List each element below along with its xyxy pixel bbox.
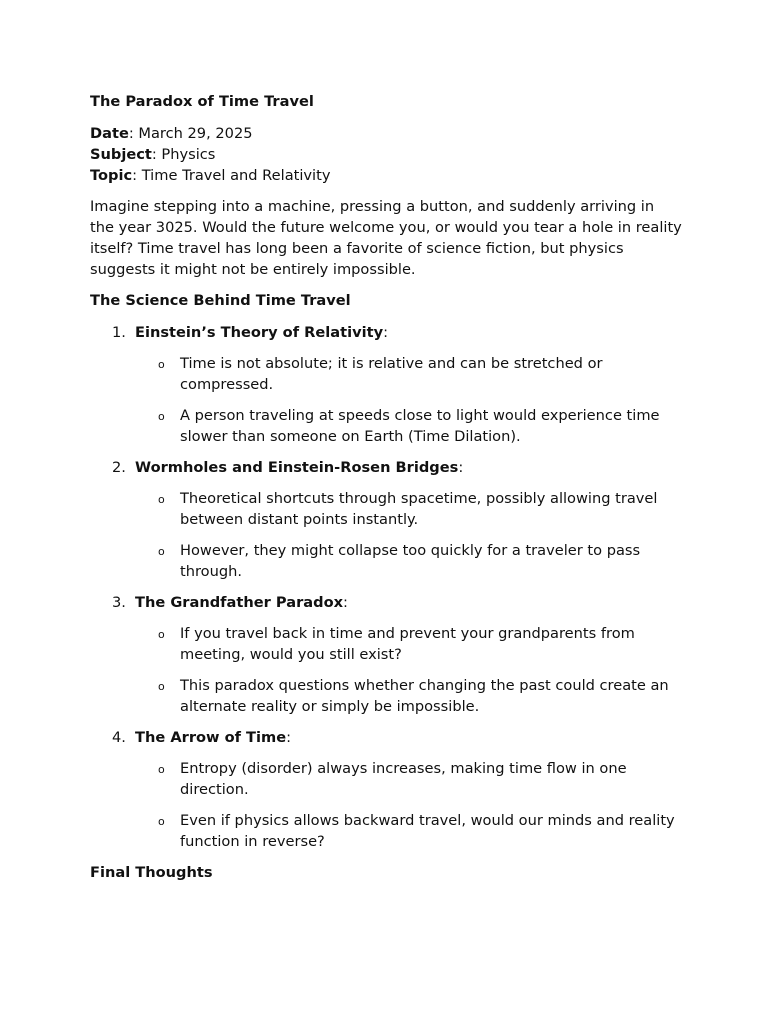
document-page bbox=[90, 91, 690, 883]
sub-list-item bbox=[90, 675, 690, 717]
sub-list-item-text: Time is not absolute; it is relative and can be stretched or compressed. bbox=[180, 355, 603, 393]
list-item-number: 4. bbox=[112, 729, 126, 746]
list-item-title: Einstein’s Theory of Relativity bbox=[135, 324, 384, 341]
list-item-title: The Arrow of Time bbox=[135, 729, 287, 746]
circle-bullet-icon: o bbox=[158, 358, 165, 371]
list-item bbox=[90, 592, 690, 717]
sub-list-item-text: Theoretical shortcuts through spacetime, possibly allowing travel between distant points instantly. bbox=[180, 490, 658, 528]
list-item-colon: : bbox=[458, 459, 464, 476]
sub-list-item bbox=[90, 353, 690, 395]
list-item-title: Wormholes and Einstein-Rosen Bridges bbox=[135, 459, 459, 476]
meta-date-value: : March 29, 2025 bbox=[128, 125, 253, 142]
list-item-number: 3. bbox=[112, 594, 126, 611]
meta-subject bbox=[90, 144, 690, 165]
final-thoughts-heading: Final Thoughts bbox=[90, 864, 213, 881]
sub-list-item-text: If you travel back in time and prevent your grandparents from meeting, would you still exist? bbox=[180, 625, 635, 663]
list-item-heading bbox=[90, 457, 690, 478]
circle-bullet-icon: o bbox=[158, 493, 165, 506]
meta-subject-label: Subject bbox=[90, 146, 152, 163]
document-title: The Paradox of Time Travel bbox=[90, 93, 314, 110]
list-item bbox=[90, 727, 690, 852]
sub-list-item bbox=[90, 405, 690, 447]
list-item-number: 1. bbox=[112, 324, 126, 341]
sub-list-item-text: A person traveling at speeds close to light would experience time slower than someone on Earth (Time Dilation). bbox=[180, 407, 660, 445]
list-item-heading bbox=[90, 322, 690, 343]
list-item-colon: : bbox=[343, 594, 348, 611]
metadata-block bbox=[90, 123, 690, 186]
section-heading: The Science Behind Time Travel bbox=[90, 292, 351, 309]
sub-list-item bbox=[90, 623, 690, 665]
meta-date bbox=[90, 123, 690, 144]
sub-list-item-text: However, they might collapse too quickly for a traveler to pass through. bbox=[180, 542, 641, 580]
list-item bbox=[90, 322, 690, 447]
circle-bullet-icon: o bbox=[158, 763, 165, 776]
sub-list-item bbox=[90, 488, 690, 530]
sub-list bbox=[90, 623, 690, 717]
sub-list bbox=[90, 488, 690, 582]
intro-paragraph: Imagine stepping into a machine, pressing a button, and suddenly arriving in the year 3025. Would the future welcome you, or would you tear a hole in reality itself? Time travel has long been a favorite of science fiction, but physics suggests it might not be entirely impossible. bbox=[90, 198, 682, 278]
meta-topic bbox=[90, 165, 690, 186]
sub-list-item-text: Even if physics allows backward travel, would our minds and reality function in reverse? bbox=[180, 812, 675, 850]
sub-list-item-text: Entropy (disorder) always increases, making time flow in one direction. bbox=[180, 760, 627, 798]
circle-bullet-icon: o bbox=[158, 410, 165, 423]
list-item bbox=[90, 457, 690, 582]
numbered-list bbox=[90, 322, 690, 852]
list-item-title: The Grandfather Paradox bbox=[135, 594, 344, 611]
sub-list-item bbox=[90, 758, 690, 800]
meta-topic-value: : Time Travel and Relativity bbox=[132, 167, 331, 184]
sub-list bbox=[90, 758, 690, 852]
circle-bullet-icon: o bbox=[158, 815, 165, 828]
sub-list-item bbox=[90, 810, 690, 852]
circle-bullet-icon: o bbox=[158, 545, 165, 558]
sub-list bbox=[90, 353, 690, 447]
circle-bullet-icon: o bbox=[158, 680, 165, 693]
meta-date-label: Date bbox=[90, 125, 129, 142]
list-item-colon: : bbox=[286, 729, 292, 746]
sub-list-item-text: This paradox questions whether changing the past could create an alternate reality or simply be impossible. bbox=[180, 677, 669, 715]
list-item-heading bbox=[90, 592, 690, 613]
meta-topic-label: Topic bbox=[90, 167, 133, 184]
circle-bullet-icon: o bbox=[158, 628, 165, 641]
list-item-heading bbox=[90, 727, 690, 748]
list-item-number: 2. bbox=[112, 459, 126, 476]
meta-subject-value: : Physics bbox=[151, 146, 216, 163]
sub-list-item bbox=[90, 540, 690, 582]
list-item-colon: : bbox=[383, 324, 389, 341]
